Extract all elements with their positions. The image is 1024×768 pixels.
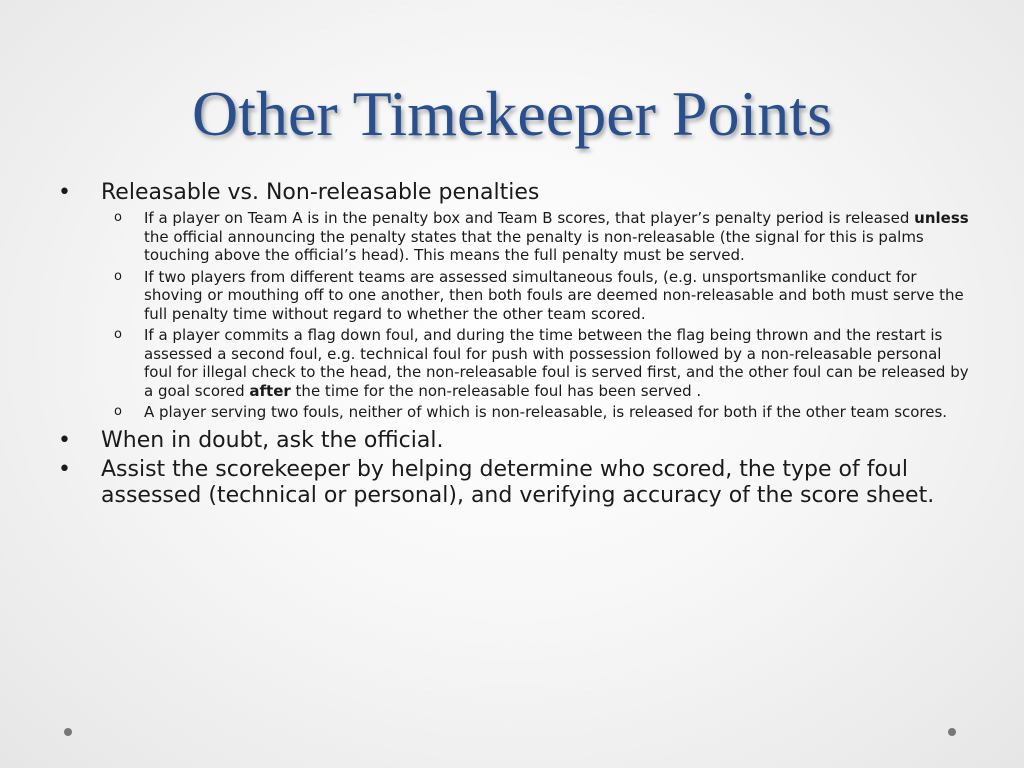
- sub-bullet-bold-text: after: [249, 381, 291, 400]
- sub-bullet-text-end: the time for the non-releasable foul has been served .: [290, 381, 702, 400]
- sub-bullet-item: [114, 209, 970, 265]
- bullet-dot-icon: •: [58, 180, 71, 205]
- slide-content: [58, 180, 970, 511]
- sub-bullet-circle-icon: o: [114, 404, 122, 419]
- sub-bullet-item: [114, 403, 970, 422]
- sub-bullet-circle-icon: o: [114, 210, 122, 225]
- corner-dot-icon: [64, 728, 72, 736]
- sub-bullet-text: If two players from different teams are assessed simultaneous fouls, (e.g. unsportsmanlike conduct for shoving or mouthing off to one another, then both fouls are deemed non-releasable and both must serve the full penalty time without regard to whether the other team scored.: [144, 267, 964, 323]
- sub-bullet-circle-icon: o: [114, 327, 122, 342]
- sub-bullet-text-end: the official announcing the penalty states that the penalty is non-releasable (the signal for this is palms touching above the official’s head). This means the full penalty must be served.: [144, 227, 924, 264]
- bullet-ask-official: [58, 428, 970, 454]
- sub-bullet-bold-text: unless: [914, 209, 969, 227]
- sub-bullet-item: [114, 326, 970, 400]
- sub-bullet-text: If a player commits a flag down foul, and during the time between the flag being thrown and the restart is assessed a second foul, e.g. technical foul for push with possession followed by a non-releasable personal foul for illegal check to the head, the non-releasable foul is served first, and the other foul can be released by a goal scored: [144, 326, 969, 400]
- slide-title: Other Timekeeper Points: [192, 78, 832, 149]
- bullet-dot-icon: •: [58, 456, 71, 482]
- sub-bullet-text: A player serving two fouls, neither of which is non-releasable, is released for both if the other team scores.: [144, 403, 948, 421]
- sub-bullet-text: If a player on Team A is in the penalty box and Team B scores, that player’s penalty period is released: [144, 209, 915, 227]
- sub-bullet-item: [114, 267, 970, 324]
- sub-bullet-list: [58, 209, 970, 422]
- bullet-text: Releasable vs. Non-releasable penalties: [101, 180, 540, 205]
- bullet-text: Assist the scorekeeper by helping determine who scored, the type of foul assessed (technical or personal), and verifying accuracy of the score sheet.: [101, 456, 935, 508]
- bullet-releasable: [58, 180, 970, 206]
- bullet-assist-scorekeeper: [58, 457, 970, 509]
- corner-dot-icon: [948, 728, 956, 736]
- bullet-dot-icon: •: [58, 427, 71, 453]
- sub-bullet-circle-icon: o: [114, 268, 122, 284]
- bullet-text: When in doubt, ask the official.: [101, 427, 444, 453]
